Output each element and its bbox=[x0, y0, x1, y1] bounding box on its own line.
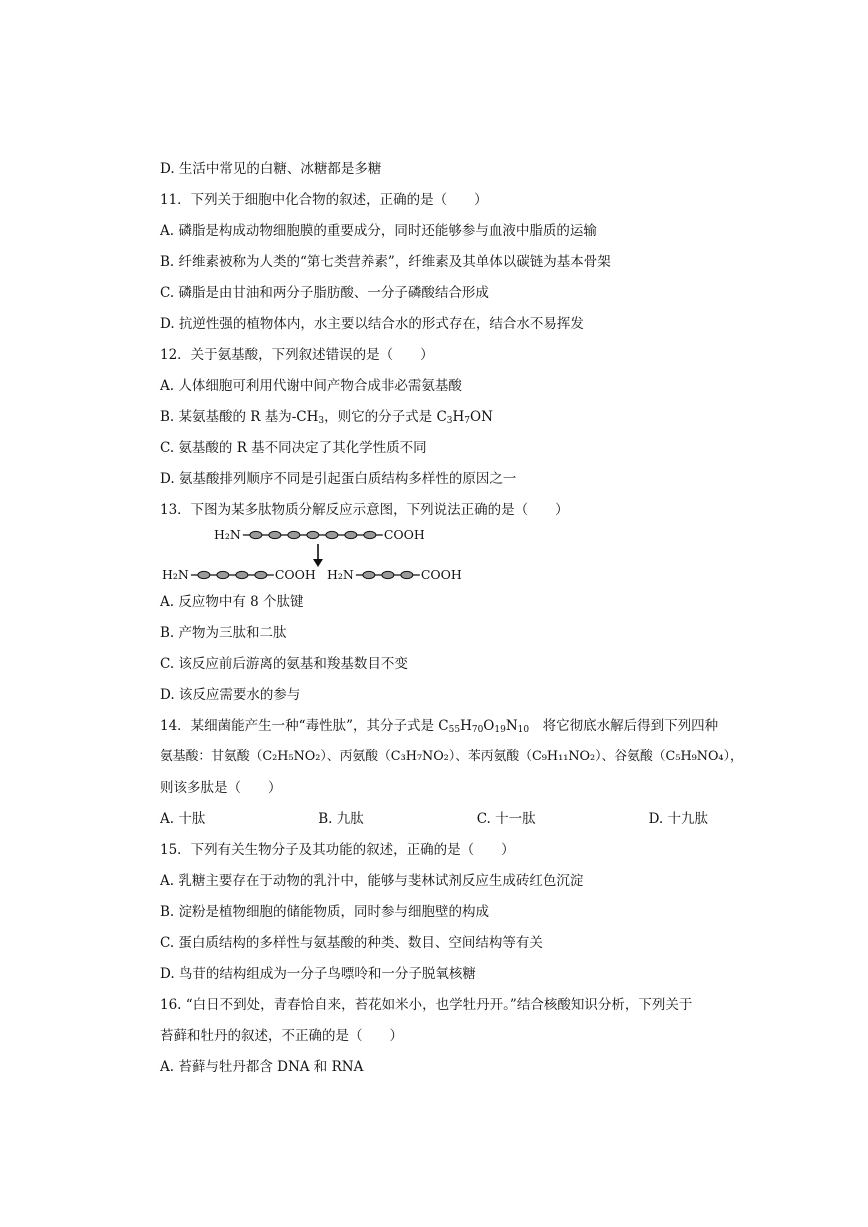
reactant-residue bbox=[364, 531, 376, 538]
q11-stem: 11．下列关于细胞中化合物的叙述，正确的是（ ） bbox=[160, 192, 488, 208]
q12-option-b-text: H bbox=[452, 409, 465, 425]
reaction-arrow bbox=[313, 544, 323, 567]
subscript: 7 bbox=[464, 416, 471, 426]
q14-line-3: 则该多肽是（ ） bbox=[160, 780, 282, 796]
product2-residue bbox=[401, 571, 413, 578]
q14-options bbox=[160, 810, 708, 828]
q14-text: N bbox=[505, 718, 518, 734]
q12-stem: 12．关于氨基酸，下列叙述错误的是（ ） bbox=[160, 347, 434, 363]
q14-option-a: A. 十肽 bbox=[160, 811, 206, 827]
q12-option-d: D. 氨基酸排列顺序不同是引起蛋白质结构多样性的原因之一 bbox=[160, 471, 517, 487]
q11-option-a: A. 磷脂是构成动物细胞膜的重要成分，同时还能够参与血液中脂质的运输 bbox=[160, 223, 597, 239]
subscript: 3 bbox=[318, 416, 325, 426]
q15-option-a: A. 乳糖主要存在于动物的乳汁中，能够与斐林试剂反应生成砖红色沉淀 bbox=[160, 873, 584, 889]
reactant-residue bbox=[269, 531, 281, 538]
peptide-hydrolysis-diagram bbox=[150, 522, 480, 588]
product1-residue bbox=[198, 571, 210, 578]
reactant-residue bbox=[345, 531, 357, 538]
q12-option-b-text: ON bbox=[470, 409, 493, 425]
q13-option-c: C. 该反应前后游离的氨基和羧基数目不变 bbox=[160, 656, 408, 672]
subscript: 70 bbox=[471, 725, 484, 735]
q13-option-b: B. 产物为三肽和二肽 bbox=[160, 625, 287, 641]
q14-line-1 bbox=[160, 717, 718, 735]
q14-text: 将它彻底水解后得到下列四种 bbox=[529, 718, 719, 734]
q12-option-a: A. 人体细胞可利用代谢中间产物合成非必需氨基酸 bbox=[160, 378, 462, 394]
q12-option-b bbox=[160, 408, 493, 426]
product-chain-1 bbox=[162, 567, 316, 582]
carboxyl-terminus-label: COOH bbox=[420, 567, 462, 582]
product2-residue bbox=[363, 571, 375, 578]
q14-text: 14．某细菌能产生一种“毒性肽”，其分子式是 C bbox=[160, 718, 449, 734]
product1-residue bbox=[236, 571, 248, 578]
q11-option-d: D. 抗逆性强的植物体内，水主要以结合水的形式存在，结合水不易挥发 bbox=[160, 316, 584, 332]
reactant-residue bbox=[250, 531, 262, 538]
q16-line-2: 苔藓和牡丹的叙述，不正确的是（ ） bbox=[160, 1028, 403, 1044]
q15-option-d: D. 鸟苷的结构组成为一分子鸟嘌呤和一分子脱氧核糖 bbox=[160, 966, 476, 982]
reactant-chain bbox=[214, 527, 425, 542]
subscript: 3 bbox=[446, 416, 453, 426]
reactant-residue bbox=[307, 531, 319, 538]
reactant-residue bbox=[326, 531, 338, 538]
q14-text: O bbox=[483, 718, 495, 734]
q10-option-d: D. 生活中常见的白糖、冰糖都是多糖 bbox=[160, 161, 382, 177]
reactant-residue bbox=[288, 531, 300, 538]
q11-option-b: B. 纤维素被称为人类的“第七类营养素”，纤维素及其单体以碳链为基本骨架 bbox=[160, 254, 611, 270]
product2-residue bbox=[382, 571, 394, 578]
subscript: 55 bbox=[448, 725, 461, 735]
q15-option-b: B. 淀粉是植物细胞的储能物质，同时参与细胞壁的构成 bbox=[160, 904, 490, 920]
q15-stem: 15．下列有关生物分子及其功能的叙述，正确的是（ ） bbox=[160, 842, 515, 858]
amino-terminus-label: H₂N bbox=[162, 567, 189, 582]
subscript: 10 bbox=[517, 725, 530, 735]
q15-option-c: C. 蛋白质结构的多样性与氨基酸的种类、数目、空间结构等有关 bbox=[160, 935, 543, 951]
q14-option-d: D. 十九肽 bbox=[648, 811, 708, 827]
q14-option-c: C. 十一肽 bbox=[476, 811, 536, 827]
q12-option-c: C. 氨基酸的 R 基不同决定了其化学性质不同 bbox=[160, 440, 427, 456]
product1-residue bbox=[217, 571, 229, 578]
q12-option-b-text: ，则它的分子式是 C bbox=[324, 409, 447, 425]
subscript: 19 bbox=[494, 725, 506, 735]
carboxyl-terminus-label: COOH bbox=[274, 567, 316, 582]
q13-stem: 13．下图为某多肽物质分解反应示意图，下列说法正确的是（ ） bbox=[160, 502, 569, 518]
amino-terminus-label: H₂N bbox=[214, 527, 241, 542]
q11-option-c: C. 磷脂是由甘油和两分子脂肪酸、一分子磷酸结合形成 bbox=[160, 285, 489, 301]
q14-option-b: B. 九肽 bbox=[318, 811, 364, 827]
q16-option-a: A. 苔藓与牡丹都含 DNA 和 RNA bbox=[160, 1059, 364, 1075]
q14-line-2: 氨基酸：甘氨酸（C₂H₅NO₂）、丙氨酸（C₃H₇NO₂）、苯丙氨酸（C₉H₁₁NO₂）、谷氨酸（C₅H₉NO₄）， bbox=[160, 749, 743, 764]
q16-line-1: 16. “白日不到处，青春恰自来，苔花如米小，也学牡丹开。”结合核酸知识分析，下列关于 bbox=[160, 997, 693, 1013]
carboxyl-terminus-label: COOH bbox=[383, 527, 425, 542]
q13-option-a: A. 反应物中有 8 个肽键 bbox=[160, 594, 304, 610]
q13-option-d: D. 该反应需要水的参与 bbox=[160, 687, 301, 703]
product1-residue bbox=[255, 571, 267, 578]
product-chain-2 bbox=[327, 567, 462, 582]
q14-text: H bbox=[460, 718, 472, 734]
q12-option-b-text: B. 某氨基酸的 R 基为-CH bbox=[160, 409, 319, 425]
amino-terminus-label: H₂N bbox=[327, 567, 354, 582]
